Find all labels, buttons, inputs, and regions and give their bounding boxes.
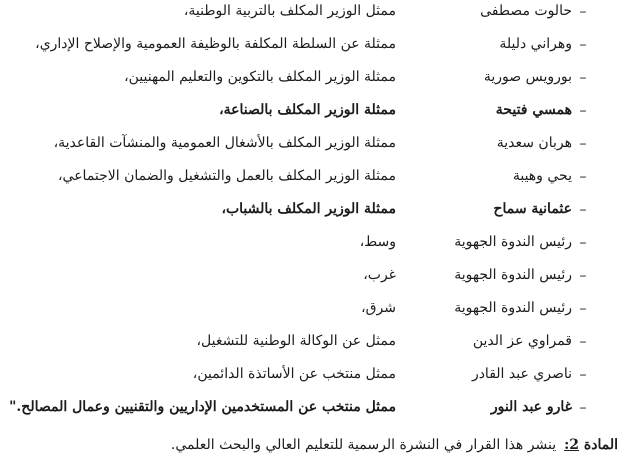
bullet-dash: – [579,235,587,251]
article-label [564,437,618,453]
bullet-dash: – [579,70,587,86]
member-row [0,363,634,393]
member-name: رئيس الندوة الجهوية [454,300,572,316]
bullet-dash: – [579,4,587,20]
article-2 [171,437,618,453]
member-row [0,231,634,261]
member-row [0,396,634,426]
article-text: ينشر هذا القرار في النشرة الرسمية للتعليم العالي والبحث العلمي. [170,437,557,453]
bullet-dash: – [579,169,587,185]
bullet-dash: – [579,136,587,152]
member-name: بورويس صورية [483,69,572,85]
member-name: همسي فتيحة [495,102,572,118]
member-role: وسط، [359,234,396,250]
member-name: ناصري عبد القادر [471,366,572,382]
bullet-dash: – [579,367,587,383]
member-row [0,330,634,360]
member-role: ممثل عن الوكالة الوطنية للتشغيل، [196,333,396,349]
member-role: ممثلة عن السلطة المكلفة بالوظيفة العمومية والإصلاح الإداري، [35,36,396,52]
member-name: حالوت مصطفى [480,3,572,19]
member-role: غرب، [363,267,396,283]
member-row [0,99,634,129]
member-row [0,165,634,195]
member-row [0,297,634,327]
member-name: رئيس الندوة الجهوية [454,234,572,250]
member-role: شرق، [361,300,396,316]
member-name: يحي وهيبة [512,168,572,184]
member-name: عثمانية سماح [493,201,572,217]
bullet-dash: – [579,334,587,350]
member-name: رئيس الندوة الجهوية [454,267,572,283]
bullet-dash: – [579,37,587,53]
member-row [0,66,634,96]
bullet-dash: – [579,202,587,218]
member-row [0,264,634,294]
member-role: ممثلة الوزير المكلف بالصناعة، [219,102,396,118]
article-number: 2: [564,437,580,453]
member-name: وهراني دليلة [499,36,572,52]
article-label-word: المادة [583,437,618,453]
bullet-dash: – [579,400,587,416]
bullet-dash: – [579,268,587,284]
bullet-dash: – [579,301,587,317]
member-role: ممثلة الوزير المكلف بالأشغال العمومية والمنشآت القاعدية، [53,135,396,151]
member-role: ممثلة الوزير المكلف بالتكوين والتعليم المهنيين، [124,69,396,85]
member-role: ممثل منتخب عن المستخدمين الإداريين والتقنيين وعمال المصالح." [9,399,396,415]
member-role: ممثلة الوزير المكلف بالشباب، [221,201,396,217]
member-name: غارو عبد النور [490,399,572,415]
member-row [0,0,634,30]
member-row [0,132,634,162]
member-row [0,33,634,63]
member-role: ممثل منتخب عن الأساتذة الدائمين، [192,366,396,382]
member-name: قمراوي عز الدين [472,333,572,349]
member-role: ممثل الوزير المكلف بالتربية الوطنية، [183,3,396,19]
member-role: ممثلة الوزير المكلف بالعمل والتشغيل والضمان الاجتماعي، [58,168,396,184]
member-name: هربان سعدية [496,135,572,151]
member-row [0,198,634,228]
bullet-dash: – [579,103,587,119]
